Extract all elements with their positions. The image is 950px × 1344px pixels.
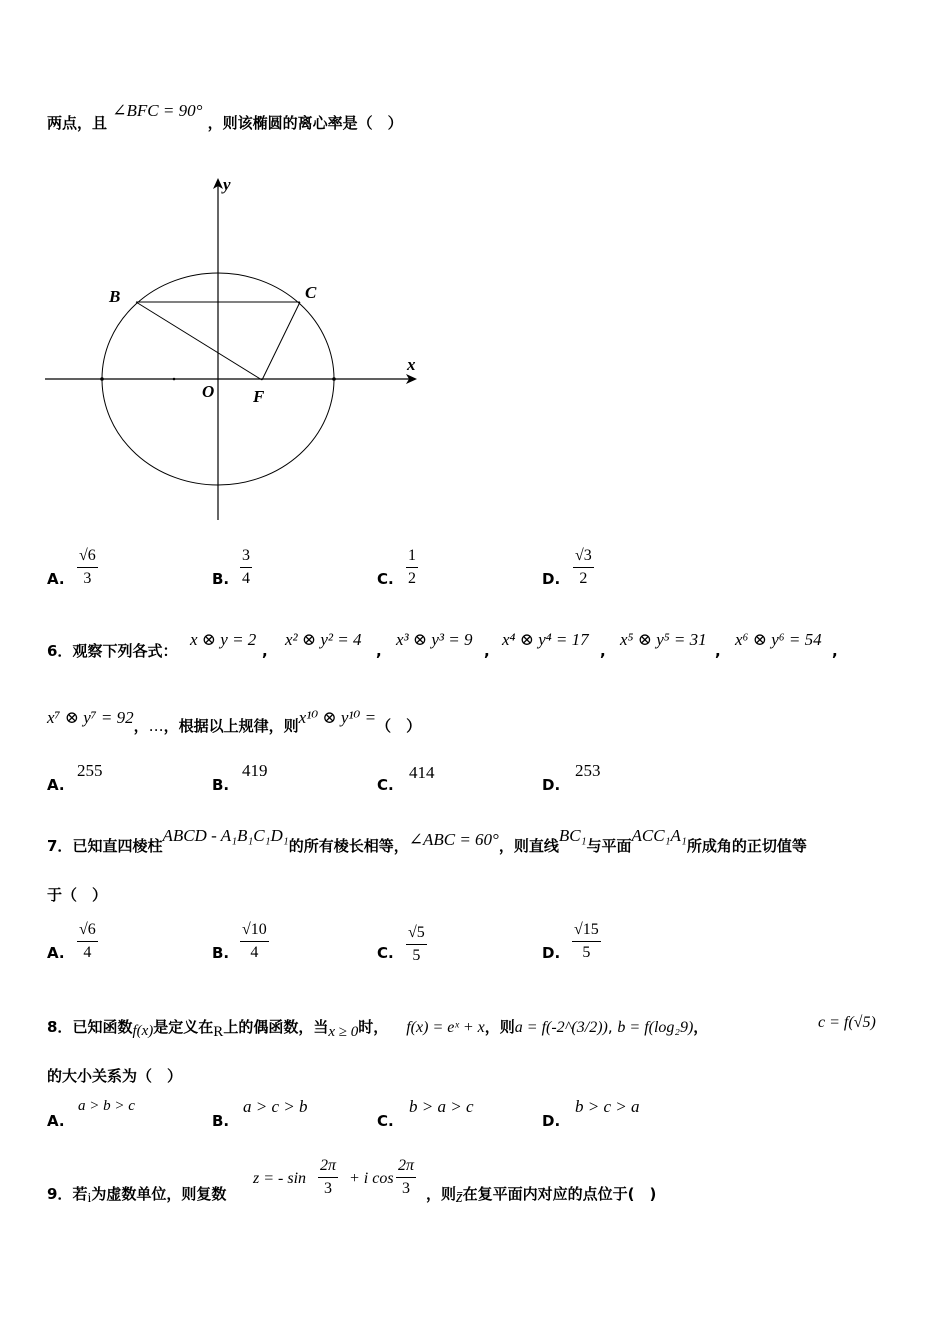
q9-stem (47, 1183, 226, 1204)
q7-plane: ACC₁A₁ (631, 826, 687, 845)
q7-number: 7． (47, 837, 73, 855)
q9-mid: + i cos (349, 1170, 394, 1187)
q9-frac-1 (318, 1155, 338, 1200)
q8-fx: f(x) (132, 1023, 154, 1039)
comma: , (600, 642, 606, 660)
ellipse-diagram (40, 170, 430, 530)
label-f: F (253, 387, 265, 406)
q6-eq4: x⁴ ⊗ y⁴ = 17 (502, 630, 589, 649)
q7-text: 的所有棱长相等， (288, 837, 409, 855)
q6-eq7: x⁷ ⊗ y⁷ = 92 (47, 708, 134, 727)
q6-option-a-label: A. (47, 776, 65, 794)
q7-angle: ∠ABC = 60° (408, 830, 499, 849)
q9-text: 若 (72, 1185, 88, 1203)
q8-text: 是定义在 (153, 1018, 214, 1036)
q6-middle: ，根据以上规律，则 (163, 717, 299, 735)
ellipse-figure (40, 170, 430, 534)
q8-option-d-value: b > c > a (575, 1097, 640, 1116)
q7-text: 所成角的正切值等 (686, 837, 807, 855)
q8-cond: x ≥ 0 (328, 1024, 359, 1040)
segment-cf (262, 302, 300, 380)
vertex-left (100, 377, 104, 381)
frac-den: 5 (582, 944, 591, 961)
q8-option-c-label: C. (377, 1112, 394, 1130)
q6-stem-line2: x⁷ ⊗ y⁷ = 92，…，根据以上规律，则x¹⁰ ⊗ y¹⁰ =（ ） (47, 708, 422, 735)
q8-option-a-label: A. (47, 1112, 65, 1130)
frac-num: √15 (572, 919, 601, 942)
q6-option-c-value: 414 (409, 763, 435, 782)
comma: , (715, 642, 721, 660)
q9-text: 为虚数单位，则复数 (91, 1185, 227, 1203)
q6-option-d-label: D. (542, 776, 561, 794)
frac-den: 3 (83, 570, 92, 587)
q5-option-b-label: B. (212, 570, 230, 588)
frac-num: √5 (406, 922, 427, 945)
q7-option-d-value (572, 919, 601, 964)
q7-stem-line2 (47, 884, 107, 905)
q8-r: R (213, 1024, 224, 1040)
frac-num: √6 (77, 545, 98, 568)
q6-option-a-value: 255 (77, 761, 103, 780)
q8-a: a = f(-2^(3/2)) (514, 1019, 608, 1036)
q7-option-a-label: A. (47, 944, 65, 962)
frac-num: 1 (406, 545, 418, 568)
vertex-right (332, 377, 336, 381)
comma: , (262, 642, 268, 660)
q7-text: ，则直线 (498, 837, 559, 855)
q7-prism: ABCD - A₁B₁C₁D₁ (162, 826, 289, 845)
frac-den: 4 (83, 944, 92, 961)
q6-eq2: x² ⊗ y² = 4 (285, 630, 362, 649)
q5-stem-tail (47, 101, 403, 133)
q9-number: 9． (47, 1185, 73, 1203)
q5-prefix: 两点，且 (47, 114, 108, 132)
q7-option-d-label: D. (542, 944, 561, 962)
q6-paren: （ ） (376, 717, 422, 735)
q6-option-d-value: 253 (575, 761, 601, 780)
focus-left (173, 378, 176, 381)
q8-text: 上的偶函数，当 (223, 1018, 329, 1036)
q7-stem-line1 (47, 826, 807, 856)
q8-text: ，则 (484, 1018, 515, 1036)
q6-eq6: x⁶ ⊗ y⁶ = 54 (735, 630, 822, 649)
q6-eq5: x⁵ ⊗ y⁵ = 31 (620, 630, 707, 649)
q8-def: f(x) = eˣ + x (406, 1019, 485, 1036)
q8-option-b-value: a > c > b (243, 1097, 308, 1116)
q5-option-b-value (240, 545, 252, 590)
q8-text: 时， (358, 1018, 389, 1036)
frac-num: 2π (396, 1155, 416, 1178)
comma: , (376, 642, 382, 660)
frac-num: √10 (240, 919, 269, 942)
q7-option-b-value (240, 919, 269, 964)
frac-den: 5 (412, 947, 421, 964)
q8-option-d-label: D. (542, 1112, 561, 1130)
q5-option-d-label: D. (542, 570, 561, 588)
q7-text: 与平面 (586, 837, 632, 855)
comma: , (832, 642, 838, 660)
q8-c: c = f(√5) (818, 1014, 876, 1031)
q5-option-c-value (406, 545, 418, 590)
q5-option-a-label: A. (47, 570, 65, 588)
q8-option-c-value: b > a > c (409, 1097, 474, 1116)
q9-text: 在复平面内对应的点位于( ) (462, 1185, 657, 1203)
q8-stem-line2 (47, 1065, 182, 1086)
q6-stem: 观察下列各式： (72, 642, 178, 660)
q6-stem-line1 (47, 640, 177, 661)
frac-den: 2 (579, 570, 588, 587)
q6-target: x¹⁰ ⊗ y¹⁰ = (298, 708, 377, 727)
q7-option-a-value (77, 919, 98, 964)
q8-b: b = f(log₂9) (617, 1019, 694, 1036)
q9-i: i (87, 1191, 92, 1206)
q7-option-c-label: C. (377, 944, 394, 962)
q6-ellipsis: … (148, 717, 164, 735)
q8-text: 已知函数 (72, 1018, 133, 1036)
q8-text: 的大小关系为（ ） (47, 1067, 183, 1085)
q5-suffix: ，则该椭圆的离心率是（ ） (207, 114, 403, 132)
frac-den: 4 (250, 944, 259, 961)
q6-eq3: x³ ⊗ y³ = 9 (396, 630, 473, 649)
q9-frac-2 (396, 1155, 416, 1200)
q6-option-c-label: C. (377, 776, 394, 794)
q5-option-c-label: C. (377, 570, 394, 588)
q7-option-c-value (406, 922, 427, 967)
q7-option-b-label: B. (212, 944, 230, 962)
q8-option-b-label: B. (212, 1112, 230, 1130)
q8-number: 8． (47, 1018, 73, 1036)
q7-text: 于（ ） (47, 886, 108, 904)
label-x: x (407, 355, 416, 374)
frac-den: 3 (402, 1180, 410, 1197)
q8-option-a-value: a > b > c (78, 1098, 135, 1114)
frac-num: 3 (240, 545, 252, 568)
q7-text: 已知直四棱柱 (72, 837, 163, 855)
q5-option-a-value (77, 545, 98, 590)
frac-num: 2π (318, 1155, 338, 1178)
frac-den: 3 (324, 1180, 332, 1197)
frac-den: 2 (408, 570, 416, 587)
q9-zbar: z̄ (456, 1187, 463, 1206)
q8-stem-line1: 8．已知函数f(x)是定义在R上的偶函数，当x ≥ 0时， f(x) = eˣ + x，则a = f(-2^(3/2)), b = f(log₂9)， (47, 1018, 709, 1040)
q7-line: BC₁ (558, 826, 587, 845)
q5-angle: ∠BFC = 90° (112, 101, 203, 120)
label-y: y (223, 175, 231, 194)
q6-number: 6． (47, 642, 73, 660)
q6-option-b-label: B. (212, 776, 230, 794)
segment-bf (136, 302, 262, 380)
q9-text: ，则 (426, 1185, 457, 1203)
q6-option-b-value: 419 (242, 761, 268, 780)
q9-z-lhs: z = - sin (253, 1170, 307, 1187)
label-c: C (305, 283, 317, 302)
frac-den: 4 (242, 570, 250, 587)
q5-option-d-value (573, 545, 594, 590)
frac-num: √6 (77, 919, 98, 942)
q9-stem-tail (426, 1183, 656, 1204)
comma: , (484, 642, 490, 660)
frac-num: √3 (573, 545, 594, 568)
q6-eq1: x ⊗ y = 2 (190, 630, 257, 649)
label-o: O (202, 382, 215, 401)
label-b: B (109, 287, 121, 306)
